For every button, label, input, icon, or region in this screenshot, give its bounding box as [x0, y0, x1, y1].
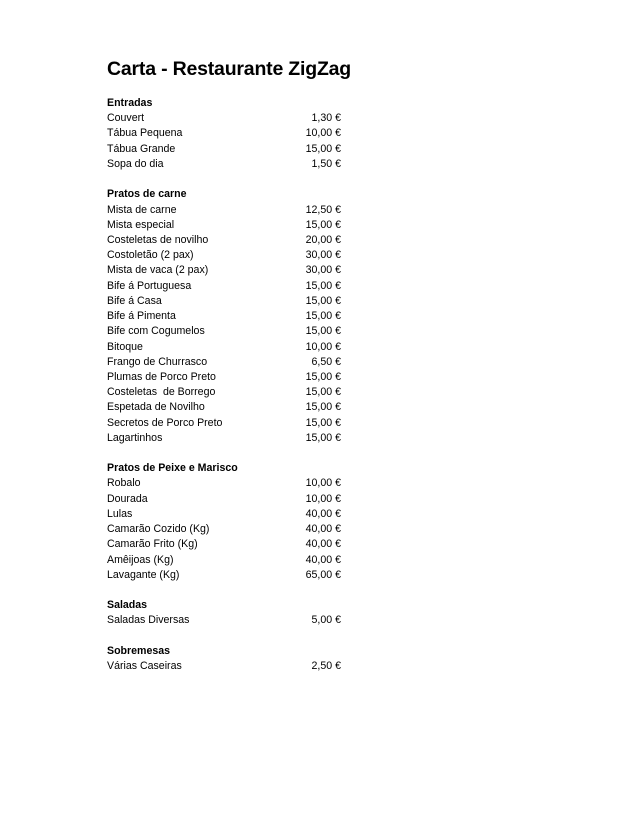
- item-price: 1,50 €: [311, 157, 341, 170]
- item-name: Mista especial: [107, 218, 175, 231]
- item-price: 15,00 €: [305, 218, 341, 231]
- section-heading: Sobremesas: [107, 644, 171, 657]
- spacer: [107, 172, 341, 187]
- menu-item: [107, 537, 341, 552]
- item-name: Dourada: [107, 492, 148, 505]
- item-price: 15,00 €: [305, 294, 341, 307]
- menu-item: [107, 324, 341, 339]
- item-price: 15,00 €: [305, 386, 341, 399]
- item-name: Lavagante (Kg): [107, 568, 180, 581]
- item-price: 30,00 €: [305, 264, 341, 277]
- item-name: Tábua Pequena: [107, 127, 183, 140]
- item-name: Várias Caseiras: [107, 660, 182, 673]
- item-name: Tábua Grande: [107, 142, 176, 155]
- item-name: Saladas Diversas: [107, 614, 190, 627]
- menu-item: [107, 263, 341, 278]
- menu-item: [107, 492, 341, 507]
- item-name: Costoletão (2 pax): [107, 249, 194, 262]
- item-name: Amêijoas (Kg): [107, 553, 174, 566]
- menu-item: [107, 157, 341, 172]
- item-name: Costeletas de Borrego: [107, 386, 216, 399]
- item-name: Robalo: [107, 477, 141, 490]
- item-price: 15,00 €: [305, 416, 341, 429]
- item-name: Bife com Cogumelos: [107, 325, 205, 338]
- menu-item: [107, 476, 341, 491]
- menu-item: [107, 279, 341, 294]
- item-name: Couvert: [107, 112, 145, 125]
- item-name: Camarão Frito (Kg): [107, 538, 198, 551]
- item-name: Bife á Pimenta: [107, 310, 176, 323]
- item-price: 15,00 €: [305, 310, 341, 323]
- menu-section: [107, 446, 341, 583]
- section-heading: Pratos de Peixe e Marisco: [107, 462, 238, 475]
- item-name: Sopa do dia: [107, 157, 164, 170]
- item-price: 65,00 €: [305, 568, 341, 581]
- item-name: Bife á Casa: [107, 294, 162, 307]
- menu-item: [107, 522, 341, 537]
- menu-item: [107, 613, 341, 628]
- menu-section: [107, 583, 341, 629]
- item-price: 20,00 €: [305, 233, 341, 246]
- item-price: 40,00 €: [305, 507, 341, 520]
- item-price: 15,00 €: [305, 279, 341, 292]
- spacer: [107, 583, 341, 598]
- item-price: 12,50 €: [305, 203, 341, 216]
- item-price: 40,00 €: [305, 553, 341, 566]
- menu-section: [107, 629, 341, 675]
- item-price: 1,30 €: [311, 112, 341, 125]
- menu-item: [107, 385, 341, 400]
- item-price: 15,00 €: [305, 325, 341, 338]
- item-price: 6,50 €: [311, 355, 341, 368]
- item-price: 15,00 €: [305, 142, 341, 155]
- menu-item: [107, 355, 341, 370]
- menu-item: [107, 218, 341, 233]
- item-name: Espetada de Novilho: [107, 401, 205, 414]
- menu-item: [107, 400, 341, 415]
- menu-item: [107, 126, 341, 141]
- item-name: Plumas de Porco Preto: [107, 370, 216, 383]
- item-name: Lagartinhos: [107, 431, 163, 444]
- menu-item: [107, 142, 341, 157]
- page-title: Carta - Restaurante ZigZag: [107, 58, 352, 80]
- item-price: 15,00 €: [305, 401, 341, 414]
- menu-section: [107, 96, 341, 172]
- item-price: 5,00 €: [311, 614, 341, 627]
- item-name: Bife á Portuguesa: [107, 279, 192, 292]
- menu-item: [107, 294, 341, 309]
- item-price: 40,00 €: [305, 538, 341, 551]
- menu-item: [107, 309, 341, 324]
- menu-item: [107, 248, 341, 263]
- menu-item: [107, 507, 341, 522]
- item-name: Frango de Churrasco: [107, 355, 208, 368]
- item-price: 30,00 €: [305, 249, 341, 262]
- item-name: Camarão Cozido (Kg): [107, 523, 210, 536]
- menu-item: [107, 340, 341, 355]
- item-price: 10,00 €: [305, 492, 341, 505]
- menu-item: [107, 553, 341, 568]
- menu-item: [107, 111, 341, 126]
- item-price: 10,00 €: [305, 340, 341, 353]
- item-price: 15,00 €: [305, 370, 341, 383]
- menu-list: [107, 96, 341, 674]
- item-name: Bitoque: [107, 340, 143, 353]
- menu-item: [107, 416, 341, 431]
- spacer: [107, 629, 341, 644]
- item-name: Costeletas de novilho: [107, 233, 209, 246]
- spacer: [107, 446, 341, 461]
- section-heading: Entradas: [107, 97, 153, 109]
- item-name: Mista de carne: [107, 203, 177, 216]
- section-heading: Pratos de carne: [107, 188, 187, 201]
- menu-item: [107, 431, 341, 446]
- item-price: 2,50 €: [311, 660, 341, 673]
- menu-section: [107, 172, 341, 446]
- section-heading: Saladas: [107, 599, 148, 612]
- item-price: 15,00 €: [305, 431, 341, 444]
- menu-item: [107, 370, 341, 385]
- menu-item: [107, 568, 341, 583]
- item-name: Mista de vaca (2 pax): [107, 264, 209, 277]
- item-price: 10,00 €: [305, 477, 341, 490]
- item-price: 40,00 €: [305, 523, 341, 536]
- item-name: Lulas: [107, 507, 133, 520]
- item-name: Secretos de Porco Preto: [107, 416, 223, 429]
- menu-item: [107, 233, 341, 248]
- menu-item: [107, 659, 341, 674]
- menu-item: [107, 203, 341, 218]
- item-price: 10,00 €: [305, 127, 341, 140]
